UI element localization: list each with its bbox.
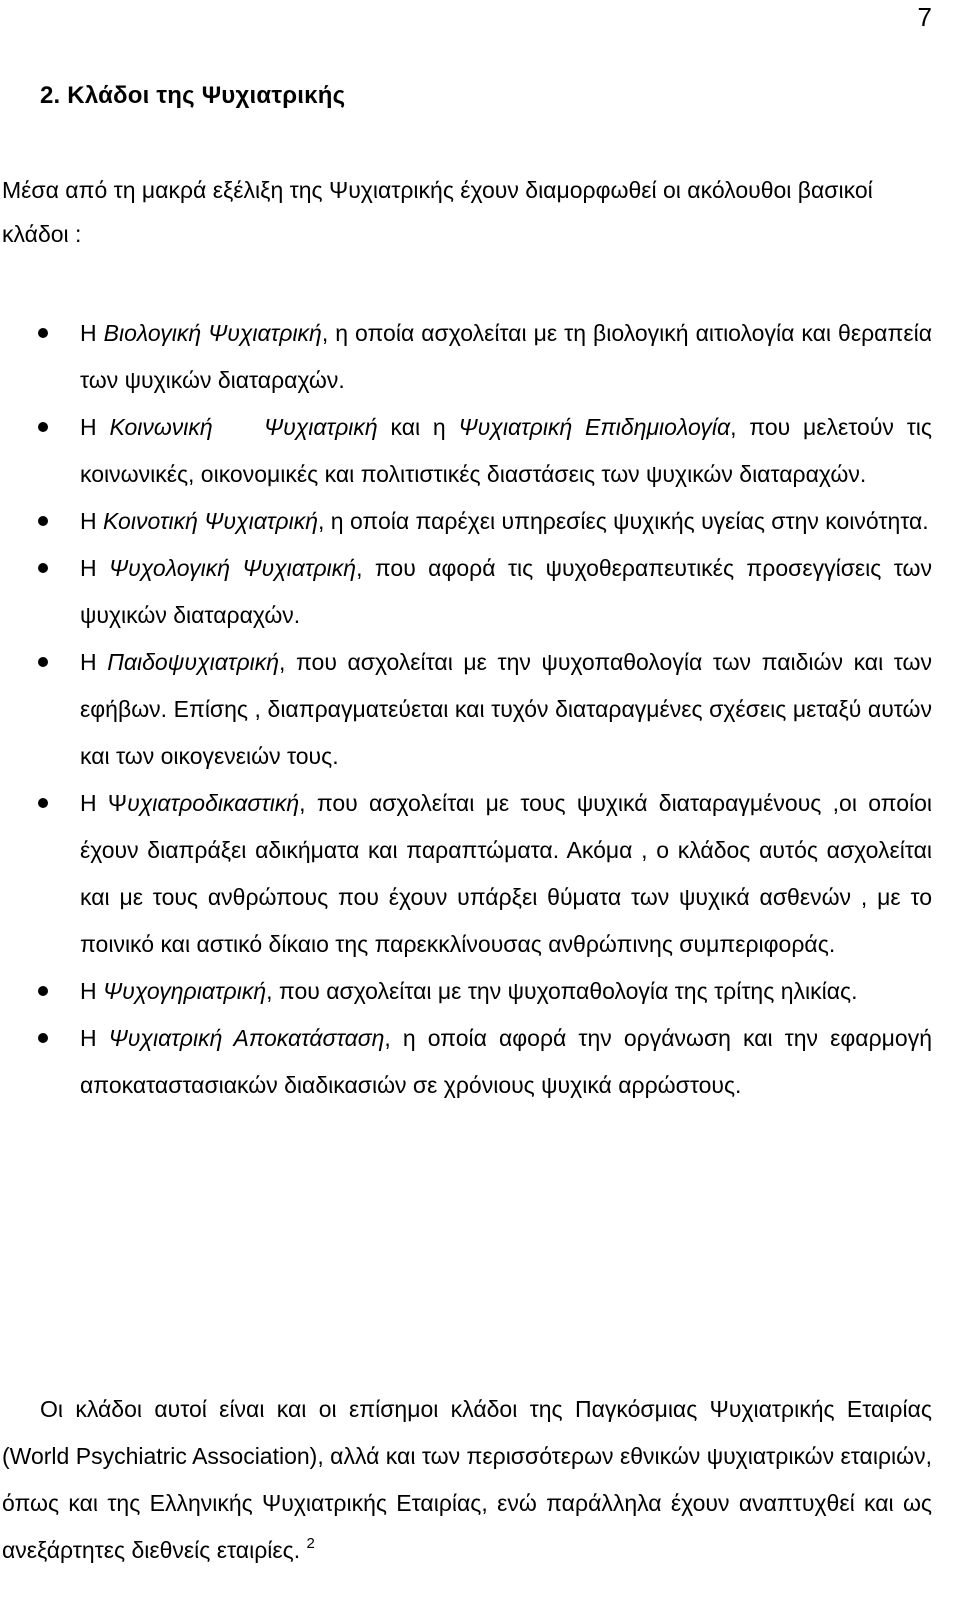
- branch-name: υχιατροδικαστική: [127, 790, 300, 816]
- branch-description: , η οποία ασχολείται με τη βιολογική αιτιολογία και θεραπεία των ψυχικών διαταραχών.: [80, 320, 932, 393]
- branch-name: Ψυχιατρική Αποκατάσταση: [108, 1025, 385, 1051]
- branch-name: Κοινωνική Ψυχιατρική: [109, 414, 378, 440]
- list-item: [80, 1015, 932, 1109]
- bullet-icon: [38, 657, 48, 667]
- branch-prefix: Η: [80, 555, 110, 581]
- branch-description: , που ασχολείται με την ψυχοπαθολογία της τρίτης ηλικίας.: [266, 978, 858, 1004]
- list-item: [80, 545, 932, 639]
- branch-name: Βιολογική Ψυχιατρική: [103, 320, 322, 346]
- branch-prefix: Η: [80, 1025, 109, 1051]
- list-item: [80, 639, 932, 780]
- list-item: [80, 780, 932, 968]
- list-item: [80, 968, 932, 1015]
- section-heading: 2. Κλάδοι της Ψυχιατρικής: [40, 82, 346, 109]
- bullet-icon: [38, 422, 48, 432]
- branch-description: , που αφορά τις ψυχοθεραπευτικές προσεγγίσεις των ψυχικών διαταραχών.: [80, 555, 932, 628]
- closing-paragraph: [2, 1386, 932, 1574]
- branch-description: , η οποία παρέχει υπηρεσίες ψυχικής υγείας στην κοινότητα.: [318, 508, 929, 534]
- closing-text: Οι κλάδοι αυτοί είναι και οι επίσημοι κλάδοι της Παγκόσμιας Ψυχιατρικής Εταιρίας (World Psychiatric Association), αλλά και των περισσότερων εθνικών ψυχιατρικών εταιριών, όπως και της Ελληνικής Ψυχιατρικής Εταιρίας, ενώ παράλληλα έχουν αναπτυχθεί και ως ανεξάρτητες διεθνείς εταιρίες.: [2, 1396, 932, 1563]
- branch-name: Παιδοψυχιατρική: [107, 649, 279, 675]
- branch-name: Ψυχολογική Ψυχιατρική: [109, 555, 357, 581]
- bullet-icon: [38, 563, 48, 573]
- branch-name: Κοινοτική Ψυχιατρική: [103, 508, 318, 534]
- list-item: [80, 310, 932, 404]
- branch-list: [80, 310, 932, 1109]
- bullet-icon: [38, 986, 48, 996]
- branch-description: , η οποία αφορά την οργάνωση και την εφαρμογή αποκαταστασιακών διαδικασιών σε χρόνιους ψυχικά αρρώστους.: [80, 1025, 932, 1098]
- intro-paragraph: Μέσα από τη μακρά εξέλιξη της Ψυχιατρικής έχουν διαμορφωθεί οι ακόλουθοι βασικοί κλάδοι :: [2, 177, 873, 247]
- branch-name-secondary: Ψυχιατρική Επιδημιολογία: [458, 414, 731, 440]
- bullet-icon: [38, 328, 48, 338]
- branch-description: , που μελετούν τις κοινωνικές, οικονομικές και πολιτιστικές διαστάσεις των ψυχικών διαταραχών.: [80, 414, 932, 487]
- branch-prefix: Η: [80, 978, 103, 1004]
- branch-connector: και η: [377, 414, 459, 440]
- bullet-icon: [38, 516, 48, 526]
- branch-description: , που ασχολείται με την ψυχοπαθολογία των παιδιών και των εφήβων. Επίσης , διαπραγματεύεται και τυχόν διαταραγμένες σχέσεις μεταξύ αυτών και των οικογενειών τους.: [80, 649, 933, 769]
- bullet-icon: [38, 1033, 48, 1043]
- branch-prefix: Η: [80, 414, 110, 440]
- footnote-reference: 2: [306, 1535, 315, 1552]
- branch-prefix: Η: [80, 508, 103, 534]
- branch-prefix: Η: [80, 649, 108, 675]
- branch-prefix: Η: [80, 320, 104, 346]
- page-number: 7: [917, 2, 932, 32]
- list-item: [80, 498, 932, 545]
- branch-prefix: Η Ψ: [80, 790, 128, 816]
- branch-description: , που ασχολείται με τους ψυχικά διαταραγμένους ,οι οποίοι έχουν διαπράξει αδικήματα και παραπτώματα. Ακόμα , ο κλάδος αυτός ασχολείται και με τους ανθρώπους που έχουν υπάρξει θύματα των ψυχικά ασθενών , με το ποινικό και αστικό δίκαιο της παρεκκλίνουσας ανθρώπινης συμπεριφοράς.: [80, 790, 933, 957]
- bullet-icon: [38, 798, 48, 808]
- branch-name: Ψυχογηριατρική: [103, 978, 267, 1004]
- list-item: [80, 404, 932, 498]
